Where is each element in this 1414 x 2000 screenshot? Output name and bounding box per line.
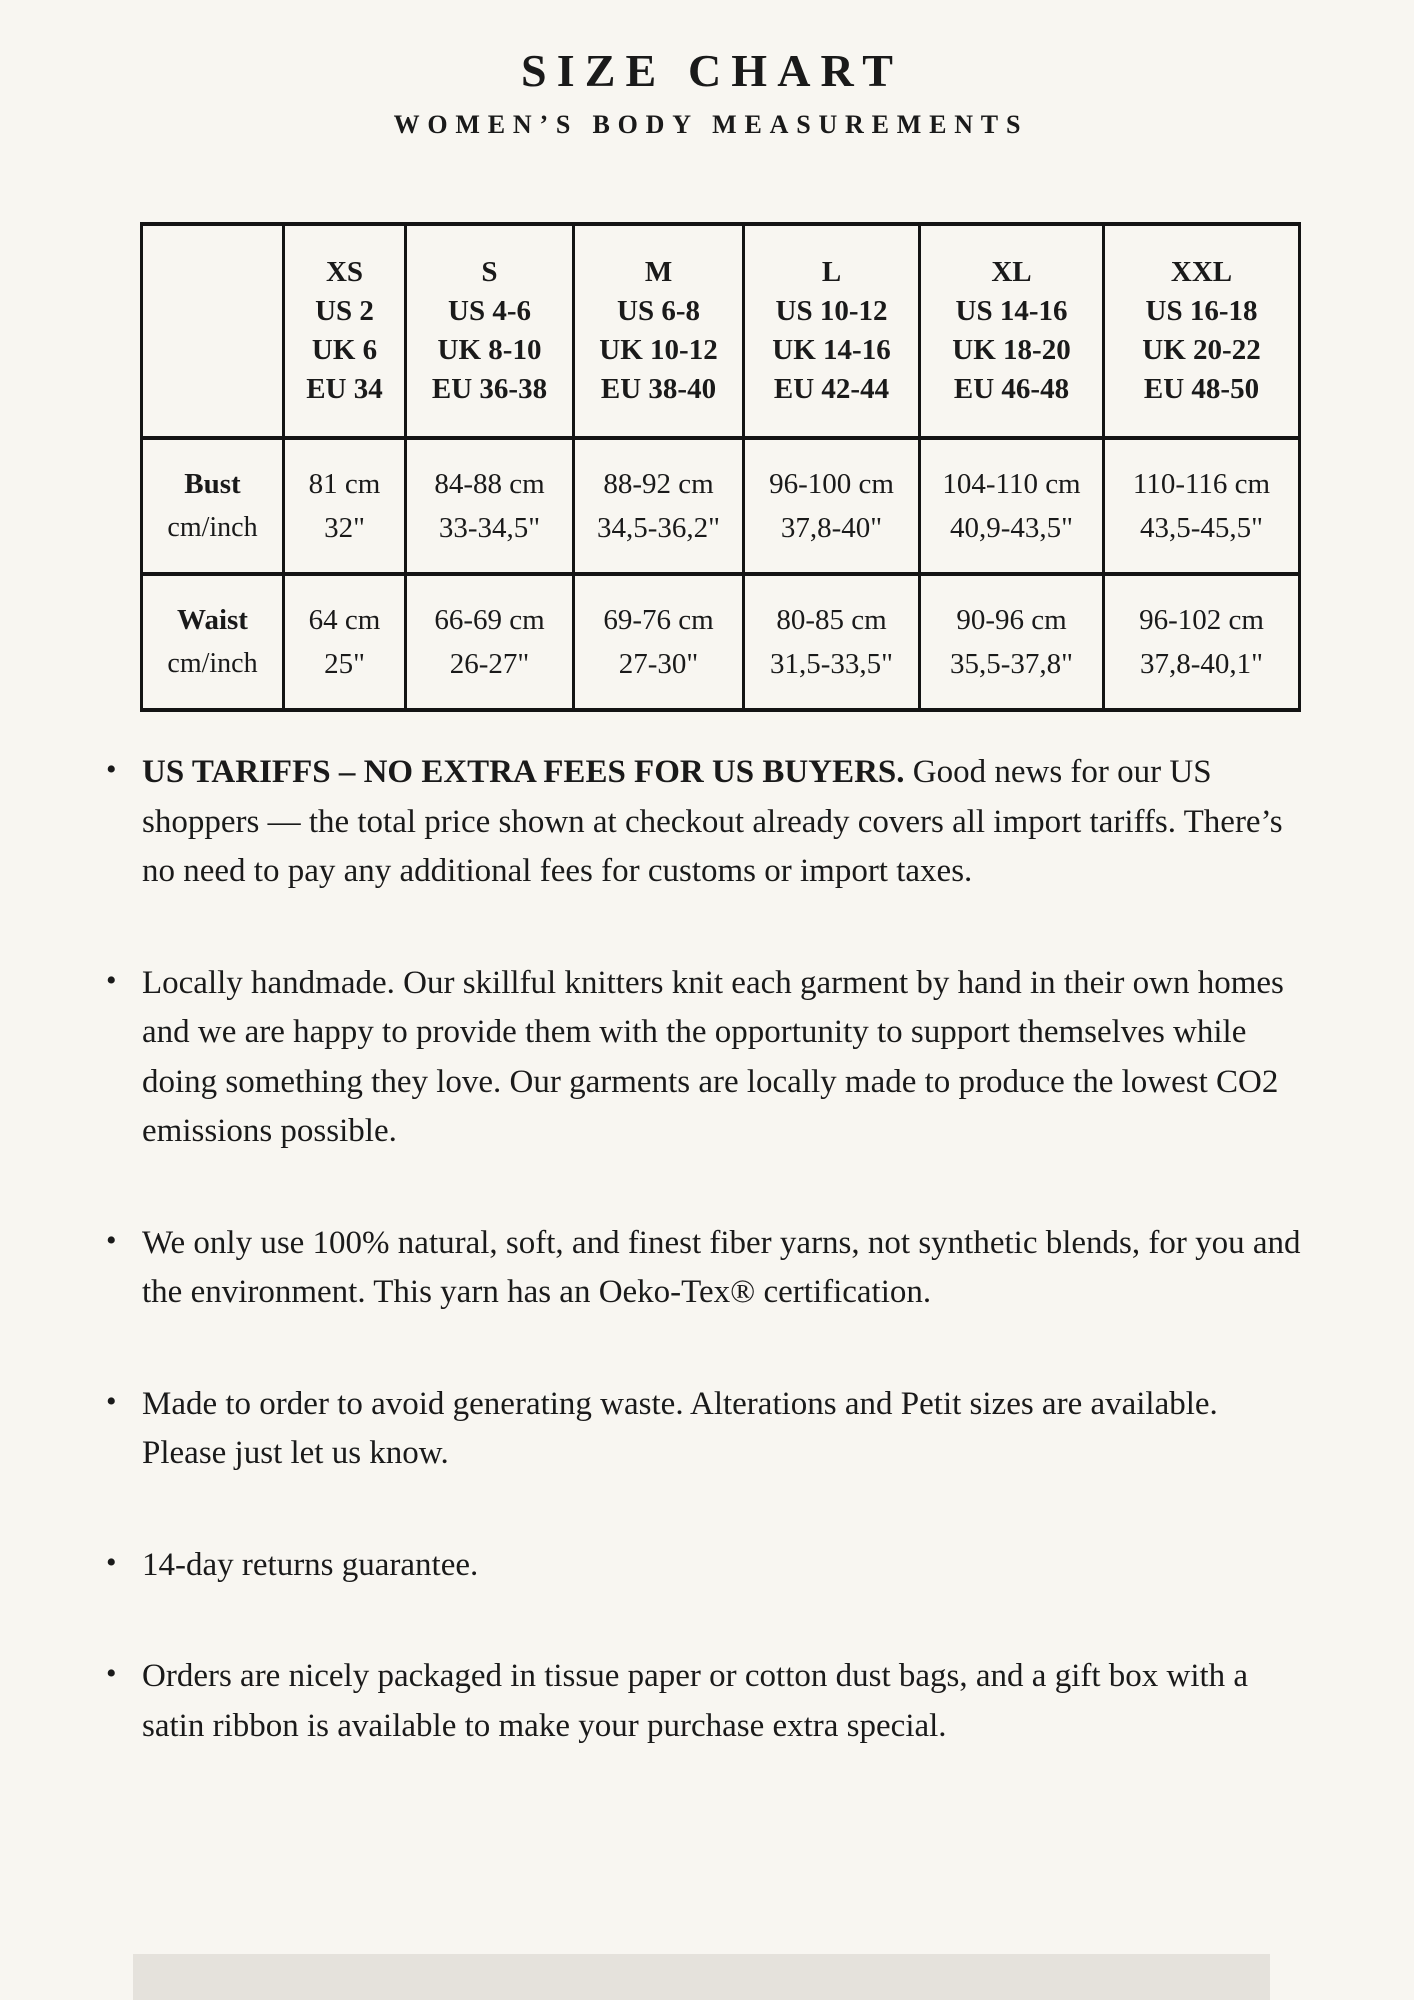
- inch-value: 32": [324, 512, 365, 544]
- column-header-xxl: [1104, 224, 1300, 438]
- measure-unit: cm/inch: [167, 512, 258, 543]
- cm-value: 81 cm: [308, 468, 381, 500]
- eu-size: EU 46-48: [953, 373, 1070, 405]
- size-label: L: [821, 256, 842, 288]
- uk-size: UK 6: [311, 334, 378, 366]
- bullet-text: Good news for our US shoppers — the total price shown at checkout already covers all import tariffs. There’s no need to pay any additional fees for customs or import taxes.: [142, 754, 1283, 889]
- us-size: US 2: [315, 295, 374, 327]
- bust-cell-s: [406, 438, 574, 574]
- size-label: XS: [325, 256, 364, 288]
- waist-cell-xxl: [1104, 574, 1300, 710]
- column-header-s: [406, 224, 574, 438]
- bust-row-label: [142, 438, 284, 574]
- measure-name: Waist: [177, 604, 248, 636]
- inch-value: 26-27": [449, 648, 530, 680]
- us-size: US 4-6: [448, 295, 531, 327]
- uk-size: UK 20-22: [1142, 334, 1261, 366]
- us-size: US 16-18: [1145, 295, 1258, 327]
- measure-unit: cm/inch: [167, 648, 258, 679]
- cm-value: 84-88 cm: [434, 468, 545, 500]
- cm-value: 96-102 cm: [1139, 604, 1264, 636]
- bullet-text: Locally handmade. Our skillful knitters knit each garment by hand in their own homes and we are happy to provide them with the opportunity to support themselves while doing something they love. Our garments are locally made to produce the lowest CO2 emissions possible.: [142, 964, 1284, 1149]
- cm-value: 88-92 cm: [603, 468, 714, 500]
- size-label: M: [644, 256, 673, 288]
- size-label: S: [481, 256, 498, 288]
- waist-row: [142, 574, 1300, 710]
- waist-cell-m: [574, 574, 744, 710]
- bullet-text: We only use 100% natural, soft, and finest fiber yarns, not synthetic blends, for you and the environment. This yarn has an Oeko-Tex® certification.: [142, 1224, 1301, 1310]
- eu-size: EU 48-50: [1143, 373, 1260, 405]
- bullet-text: 14-day returns guarantee.: [142, 1546, 479, 1583]
- table-header-row: [142, 224, 1300, 438]
- eu-size: EU 36-38: [431, 373, 548, 405]
- us-size: US 6-8: [617, 295, 700, 327]
- inch-value: 25": [324, 648, 365, 680]
- inch-value: 37,8-40": [780, 512, 883, 544]
- bullet-made-to-order: [142, 1380, 1307, 1479]
- inch-value: 37,8-40,1": [1140, 648, 1263, 680]
- cm-value: 90-96 cm: [956, 604, 1067, 636]
- bust-cell-m: [574, 438, 744, 574]
- column-header-xl: [920, 224, 1104, 438]
- waist-row-label: [142, 574, 284, 710]
- cm-value: 104-110 cm: [942, 468, 1081, 500]
- bullet-bold-lead: US TARIFFS – NO EXTRA FEES FOR US BUYERS.: [142, 754, 905, 790]
- bullet-us-tariffs: [142, 748, 1307, 897]
- measure-name: Bust: [184, 468, 241, 500]
- bottom-gray-strip: [133, 1954, 1270, 2000]
- bullet-text: Orders are nicely packaged in tissue paper or cotton dust bags, and a gift box with a satin ribbon is available to make your purchase extra special.: [142, 1658, 1249, 1744]
- bullet-returns-guarantee: [142, 1541, 1307, 1591]
- cm-value: 96-100 cm: [769, 468, 894, 500]
- cm-value: 66-69 cm: [434, 604, 545, 636]
- page-title: SIZE CHART: [521, 45, 904, 96]
- eu-size: EU 34: [306, 373, 383, 405]
- uk-size: UK 18-20: [952, 334, 1071, 366]
- page-subtitle: WOMEN’S BODY MEASUREMENTS: [393, 109, 1029, 139]
- info-bullet-list: [142, 748, 1307, 1813]
- waist-cell-l: [744, 574, 920, 710]
- inch-value: 33-34,5": [438, 512, 541, 544]
- uk-size: UK 8-10: [437, 334, 542, 366]
- inch-value: 35,5-37,8": [950, 648, 1073, 680]
- inch-value: 34,5-36,2": [597, 512, 720, 544]
- inch-value: 40,9-43,5": [950, 512, 1073, 544]
- cm-value: 64 cm: [308, 604, 381, 636]
- bullet-natural-yarns: [142, 1219, 1307, 1318]
- bust-row: [142, 438, 1300, 574]
- size-chart-table: [140, 222, 1301, 712]
- inch-value: 43,5-45,5": [1140, 512, 1263, 544]
- bust-cell-xs: [284, 438, 406, 574]
- bust-cell-xxl: [1104, 438, 1300, 574]
- us-size: US 10-12: [775, 295, 888, 327]
- uk-size: UK 14-16: [772, 334, 891, 366]
- waist-cell-s: [406, 574, 574, 710]
- eu-size: EU 42-44: [773, 373, 890, 405]
- column-header-xs: [284, 224, 406, 438]
- cm-value: 69-76 cm: [603, 604, 714, 636]
- bust-cell-xl: [920, 438, 1104, 574]
- size-label: XL: [991, 256, 1032, 288]
- uk-size: UK 10-12: [599, 334, 718, 366]
- eu-size: EU 38-40: [600, 373, 717, 405]
- bullet-locally-handmade: [142, 959, 1307, 1157]
- cm-value: 80-85 cm: [776, 604, 887, 636]
- inch-value: 27-30": [618, 648, 699, 680]
- column-header-l: [744, 224, 920, 438]
- page-header: [0, 46, 1414, 139]
- bust-cell-l: [744, 438, 920, 574]
- corner-cell: [142, 224, 284, 438]
- bullet-packaging: [142, 1652, 1307, 1751]
- waist-cell-xs: [284, 574, 406, 710]
- bullet-text: Made to order to avoid generating waste. Alterations and Petit sizes are available. Please just let us know.: [142, 1385, 1218, 1471]
- us-size: US 14-16: [955, 295, 1068, 327]
- column-header-m: [574, 224, 744, 438]
- waist-cell-xl: [920, 574, 1104, 710]
- inch-value: 31,5-33,5": [770, 648, 893, 680]
- cm-value: 110-116 cm: [1132, 468, 1271, 500]
- size-label: XXL: [1170, 256, 1233, 288]
